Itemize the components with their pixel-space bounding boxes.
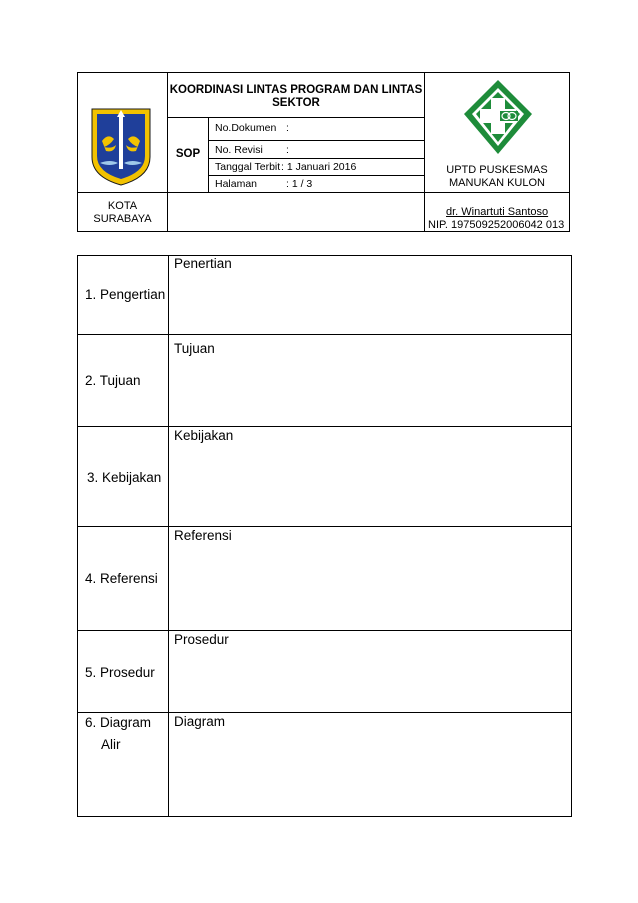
row-label-tujuan: 2. Tujuan bbox=[85, 373, 141, 388]
document-title: KOORDINASI LINTAS PROGRAM DAN LINTAS SEKTOR bbox=[169, 84, 423, 109]
field-tanggal-terbit-label: Tanggal Terbit bbox=[215, 161, 281, 173]
row-heading-penertian: Penertian bbox=[174, 256, 232, 271]
row-label-diagram-alir bbox=[85, 712, 151, 756]
row-label-pengertian: 1. Pengertian bbox=[85, 287, 166, 302]
row-heading-kebijakan: Kebijakan bbox=[174, 428, 234, 443]
row-label-kebijakan: 3. Kebijakan bbox=[87, 470, 162, 485]
org-name-line2: MANUKAN KULON bbox=[449, 177, 545, 189]
row-heading-tujuan: Tujuan bbox=[174, 341, 215, 356]
row-label-diagram-line1: 6. Diagram bbox=[85, 715, 152, 730]
field-no-revisi-value: : bbox=[286, 144, 289, 156]
signer-name: dr. Winartuti Santoso bbox=[446, 206, 549, 218]
row-label-prosedur: 5. Prosedur bbox=[85, 665, 155, 680]
puskesmas-logo bbox=[462, 78, 534, 158]
sop-label: SOP bbox=[175, 148, 201, 160]
field-halaman-label: Halaman bbox=[215, 178, 258, 190]
city-caption-line1: KOTA bbox=[107, 200, 138, 212]
row-heading-prosedur: Prosedur bbox=[174, 632, 229, 647]
city-caption-line2: SURABAYA bbox=[93, 213, 152, 225]
row-label-diagram-line2: Alir bbox=[101, 737, 121, 752]
signer-nip: NIP. 197509252006042 013 bbox=[428, 219, 565, 231]
field-no-dokumen-label: No.Dokumen bbox=[215, 122, 277, 134]
row-heading-diagram: Diagram bbox=[174, 714, 226, 729]
org-name-line1: UPTD PUSKESMAS bbox=[446, 164, 548, 176]
row-label-referensi: 4. Referensi bbox=[85, 571, 158, 586]
surabaya-emblem-logo bbox=[88, 105, 154, 187]
city-caption bbox=[78, 200, 167, 226]
org-name bbox=[425, 164, 569, 190]
field-tanggal-terbit-value: : 1 Januari 2016 bbox=[281, 161, 357, 173]
field-halaman-value: : 1 / 3 bbox=[286, 178, 313, 190]
field-no-dokumen-value: : bbox=[286, 122, 289, 134]
row-heading-referensi: Referensi bbox=[174, 528, 232, 543]
field-no-revisi-label: No. Revisi bbox=[215, 144, 263, 156]
